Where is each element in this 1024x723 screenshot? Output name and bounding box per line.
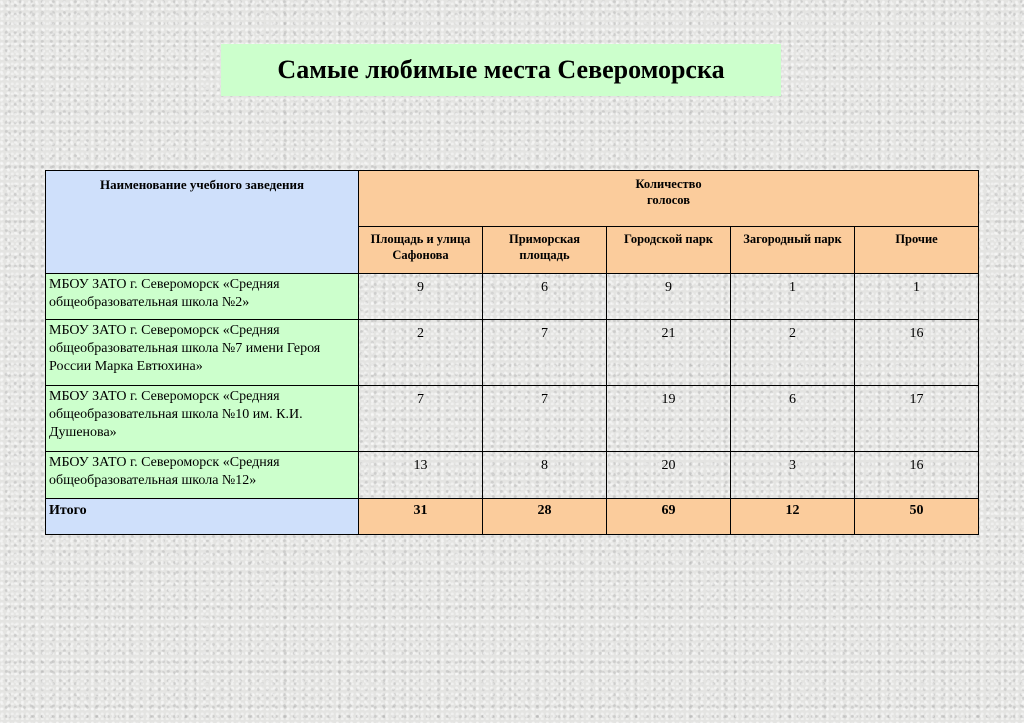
vote-cell: 2 [731,320,855,386]
total-cell: 50 [855,499,979,535]
column-header-city-park: Городской парк [607,227,731,274]
vote-cell: 16 [855,320,979,386]
total-label: Итого [46,499,359,535]
vote-cell: 9 [359,274,483,320]
vote-cell: 7 [359,386,483,452]
total-cell: 28 [483,499,607,535]
column-header-primorskaya: Приморская площадь [483,227,607,274]
vote-count-header-text: Количество голосов [635,177,702,207]
vote-cell: 6 [483,274,607,320]
vote-cell: 13 [359,452,483,499]
column-header-safonova: Площадь и улица Сафонова [359,227,483,274]
vote-cell: 9 [607,274,731,320]
table-row [46,320,979,386]
column-header-other: Прочие [855,227,979,274]
vote-cell: 19 [607,386,731,452]
header-row [46,171,979,227]
vote-cell: 6 [731,386,855,452]
vote-cell: 2 [359,320,483,386]
school-name-header: Наименование учебного заведения [46,171,359,274]
votes-table [45,170,979,535]
vote-count-header [359,171,979,227]
total-cell: 69 [607,499,731,535]
vote-cell: 1 [731,274,855,320]
school-name-cell: МБОУ ЗАТО г. Североморск «Средняя общеобразовательная школа №10 им. К.И. Душенова» [46,386,359,452]
vote-cell: 3 [731,452,855,499]
school-name-cell: МБОУ ЗАТО г. Североморск «Средняя общеобразовательная школа №7 имени Героя России Марка Евтюхина» [46,320,359,386]
vote-cell: 21 [607,320,731,386]
page-title: Самые любимые места Североморска [221,44,781,96]
school-name-cell: МБОУ ЗАТО г. Североморск «Средняя общеобразовательная школа №12» [46,452,359,499]
vote-cell: 20 [607,452,731,499]
vote-cell: 8 [483,452,607,499]
total-cell: 31 [359,499,483,535]
vote-cell: 1 [855,274,979,320]
vote-cell: 7 [483,386,607,452]
total-row [46,499,979,535]
vote-cell: 17 [855,386,979,452]
table-row [46,452,979,499]
vote-cell: 16 [855,452,979,499]
column-header-country-park: Загородный парк [731,227,855,274]
table-row [46,274,979,320]
vote-cell: 7 [483,320,607,386]
total-cell: 12 [731,499,855,535]
school-name-cell: МБОУ ЗАТО г. Североморск «Средняя общеобразовательная школа №2» [46,274,359,320]
table-row [46,386,979,452]
